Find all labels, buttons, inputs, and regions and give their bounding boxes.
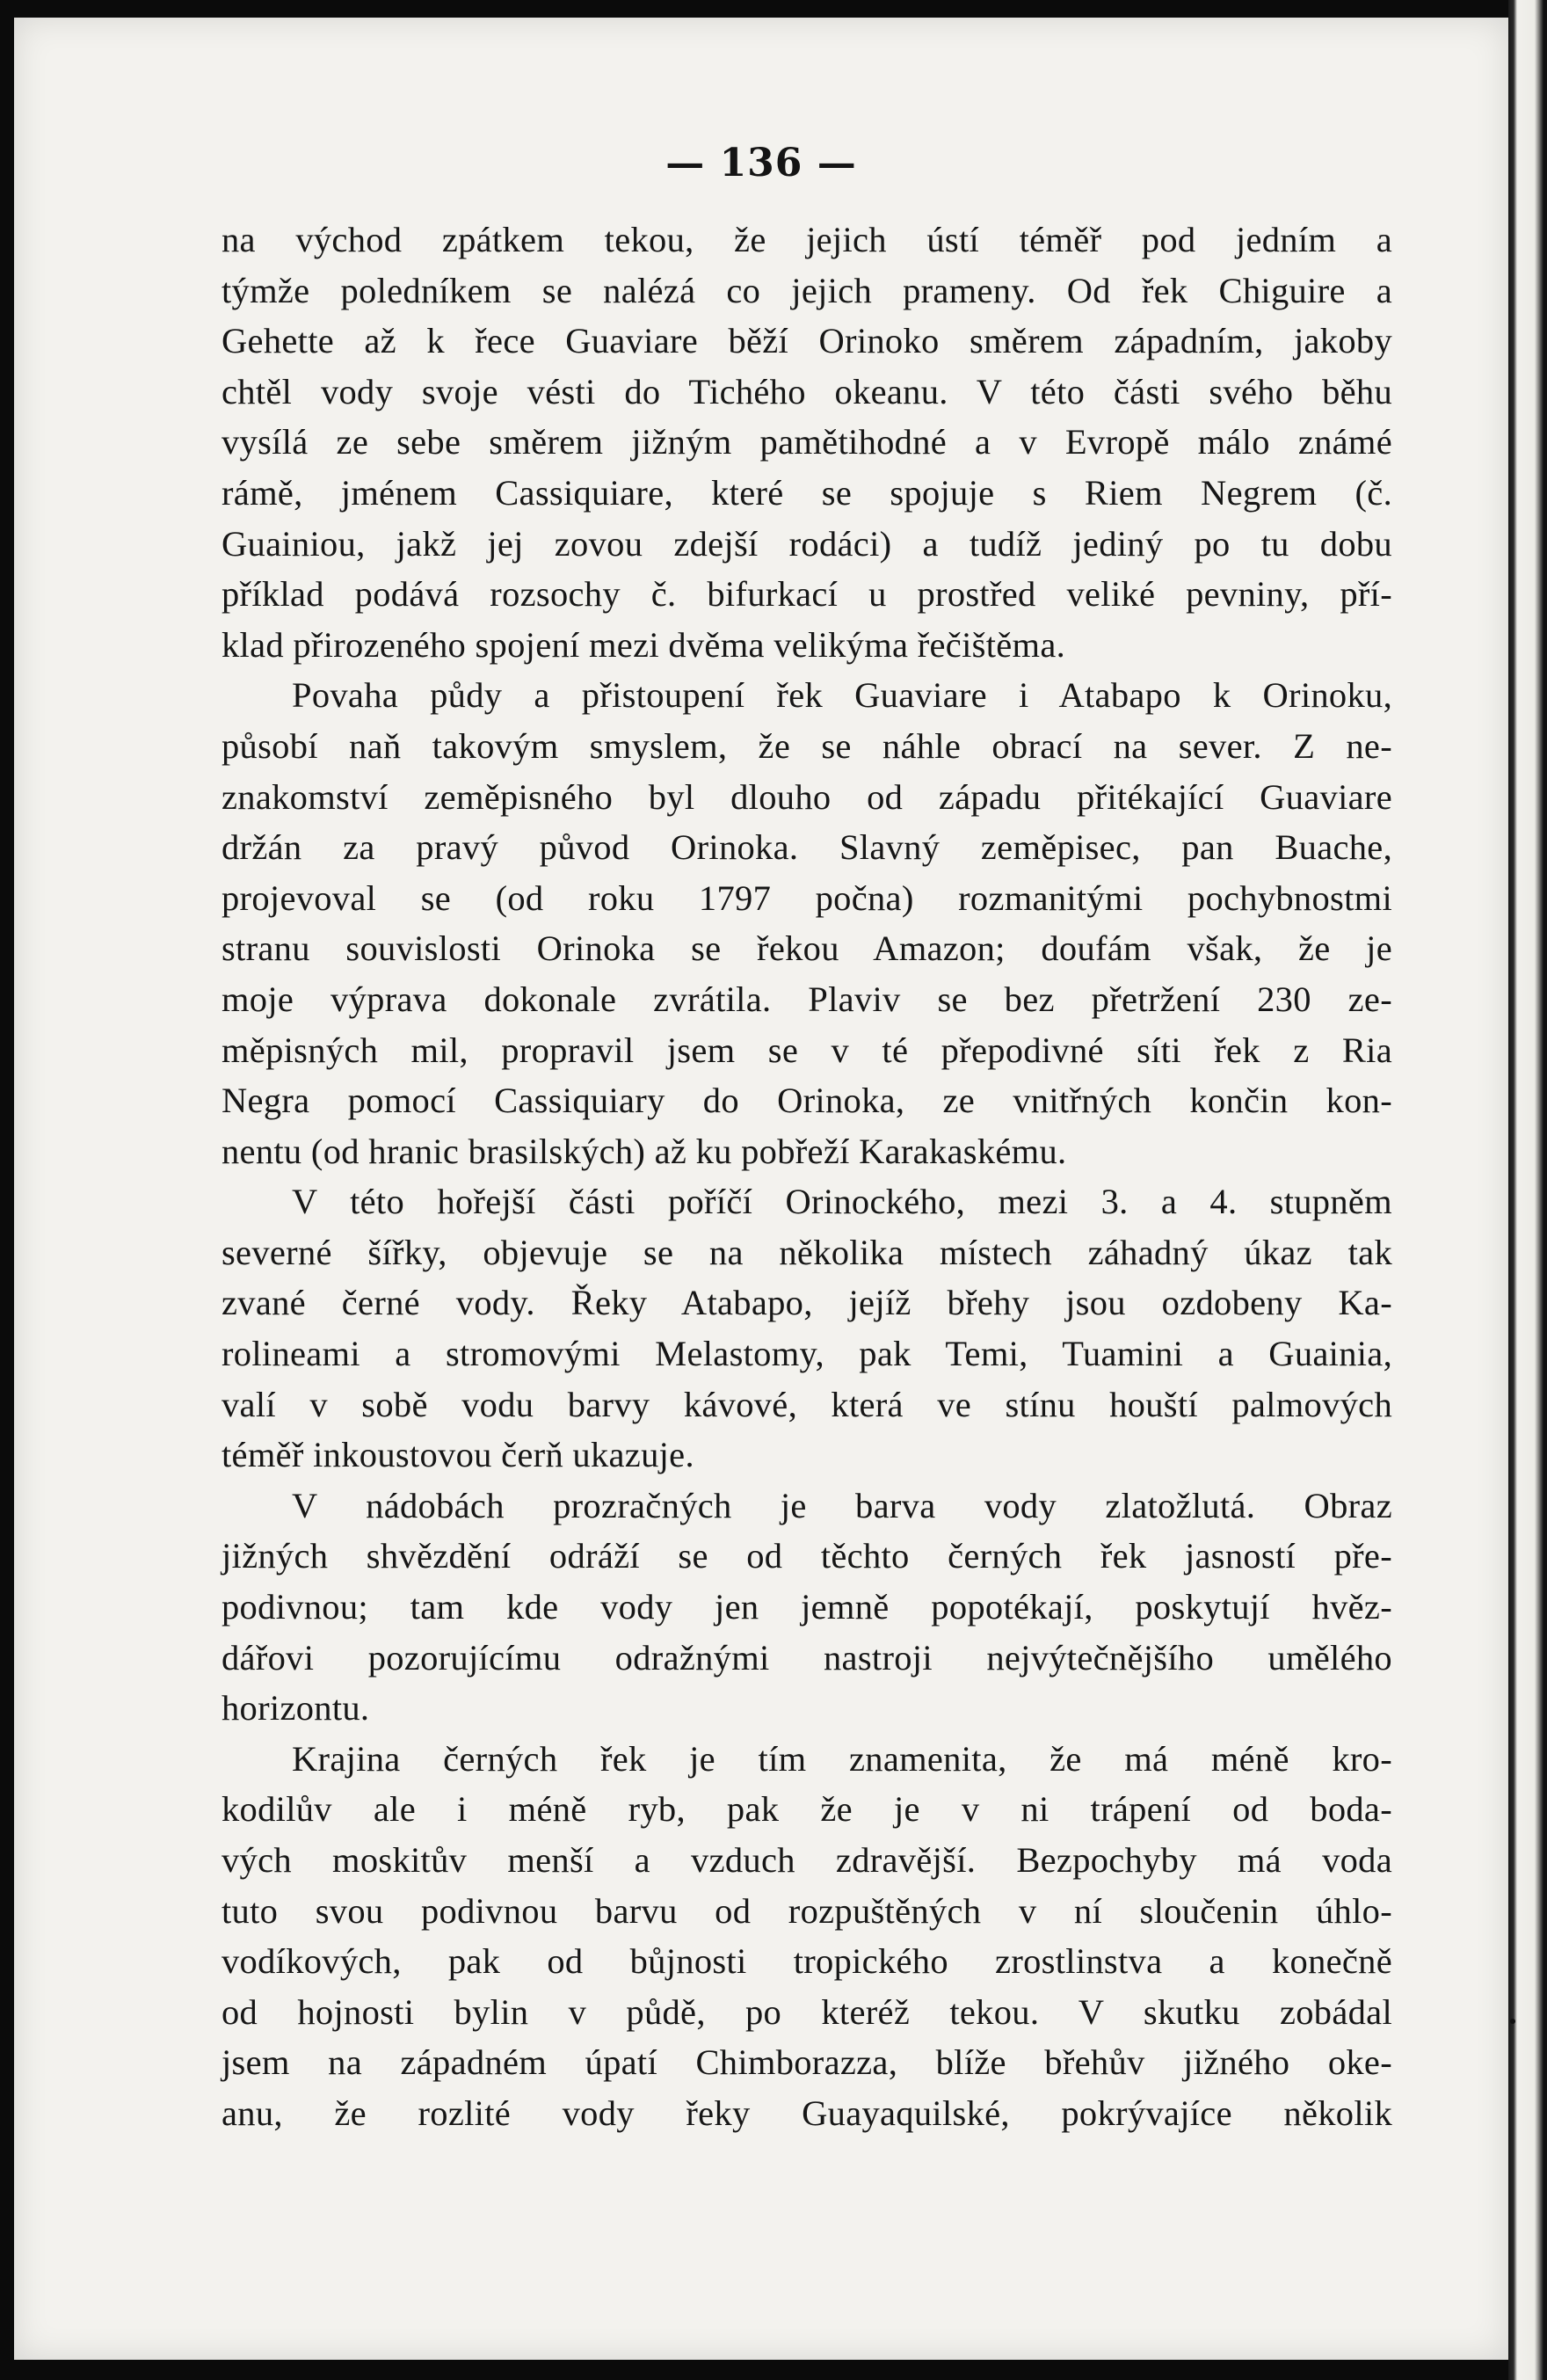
text-line: rolineami a stromovými Melastomy, pak Temi, Tuamini a Guainia, (222, 1334, 1392, 1374)
text-line: rámě, jménem Cassiquiare, které se spojuje s Riem Negrem (č. (222, 472, 1392, 513)
text-line: horizontu. (222, 1688, 370, 1729)
text-line: vodíkových, pak od bůjnosti tropického zrostlinstva a konečně (222, 1941, 1392, 1982)
text-line: měpisných mil, propravil jsem se v té přepodivné síti řek z Ria (222, 1030, 1392, 1070)
text-line: vých moskitův menší a vzduch zdravější. Bezpochyby má voda (222, 1840, 1392, 1880)
text-line: vysílá ze sebe směrem jižným pamětihodné a v Evropě málo známé (222, 422, 1392, 462)
text-line: moje výprava dokonale zvrátila. Plaviv se bez přetržení 230 ze- (222, 979, 1392, 1019)
text-line: kodilův ale i méně ryb, pak že je v ni trápení od boda- (222, 1789, 1392, 1830)
text-line: na východ zpátkem tekou, že jejich ústí téměř pod jedním a (222, 220, 1392, 259)
text-line: valí v sobě vodu barvy kávové, která ve stínu houští palmových (222, 1384, 1392, 1424)
text-line: Guainiou, jakž jej zovou zdejší rodáci) a tudíž jediný po tu dobu (222, 523, 1392, 564)
page-number: — 136 — (665, 141, 857, 186)
text-line: severné šířky, objevuje se na několika místech záhadný úkaz tak (222, 1232, 1392, 1272)
text-line: jsem na západném úpatí Chimborazza, blíže břehův jižného oke- (222, 2042, 1392, 2083)
text-line: znakomství zeměpisného byl dlouho od západu přitékající Guaviare (222, 776, 1392, 817)
book-page (14, 18, 1508, 2360)
text-line: V nádobách prozračných je barva vody zlatožlutá. Obraz (292, 1485, 1392, 1525)
text-line: anu, že rozlité vody řeky Guayaquilské, pokrývajíce několik (222, 2093, 1392, 2133)
body-text (222, 215, 1392, 2139)
scan-speck (1510, 2019, 1515, 2024)
text-line: stranu souvislosti Orinoka se řekou Amazon; doufám však, že je (222, 928, 1392, 969)
text-line: V této hořejší části poříčí Orinockého, mezi 3. a 4. stupněm (292, 1182, 1392, 1222)
text-line: tuto svou podivnou barvu od rozpuštěných v ní sloučenin úhlo- (222, 1890, 1392, 1931)
text-line: od hojnosti bylin v půdě, po kteréž tekou. V skutku zobádal (222, 1991, 1392, 2032)
text-line: téměř inkoustovou čerň ukazuje. (222, 1435, 694, 1475)
text-line: projevoval se (od roku 1797 počna) rozmanitými pochybnostmi (222, 877, 1392, 918)
text-line: jižných shvězdění odráží se od těchto černých řek jasností pře- (222, 1536, 1392, 1576)
text-line: Povaha půdy a přistoupení řek Guaviare i Atabapo k Orinoku, (292, 675, 1392, 716)
text-line: klad přirozeného spojení mezi dvěma velikýma řečištěma. (222, 624, 1066, 665)
text-line: Negra pomocí Cassiquiary do Orinoka, ze vnitřných končin kon- (222, 1081, 1392, 1121)
text-line: příklad podává rozsochy č. bifurkací u prostřed veliké pevniny, pří- (222, 574, 1392, 615)
text-line: chtěl vody svoje vésti do Tichého okeanu. V této části svého běhu (222, 371, 1392, 411)
text-line: týmže poledníkem se nalézá co jejich prameny. Od řek Chiguire a (222, 270, 1392, 310)
text-line: Gehette až k řece Guaviare běží Orinoko směrem západním, jakoby (222, 321, 1392, 361)
text-line: držán za pravý původ Orinoka. Slavný zeměpisec, pan Buache, (222, 827, 1392, 868)
text-line: působí naň takovým smyslem, že se náhle obrací na sever. Z ne- (222, 725, 1392, 766)
text-line: dářovi pozorujícímu odražnými nastroji nejvýtečnějšího umělého (222, 1637, 1392, 1678)
text-line: nentu (od hranic brasilských) až ku pobřeží Karakaskému. (222, 1131, 1067, 1171)
text-line: zvané černé vody. Řeky Atabapo, jejíž břehy jsou ozdobeny Ka- (222, 1283, 1392, 1323)
text-line: Krajina černých řek je tím znamenita, že má méně kro- (292, 1738, 1392, 1779)
text-line: podivnou; tam kde vody jen jemně popotékají, poskytují hvěz- (222, 1587, 1392, 1627)
